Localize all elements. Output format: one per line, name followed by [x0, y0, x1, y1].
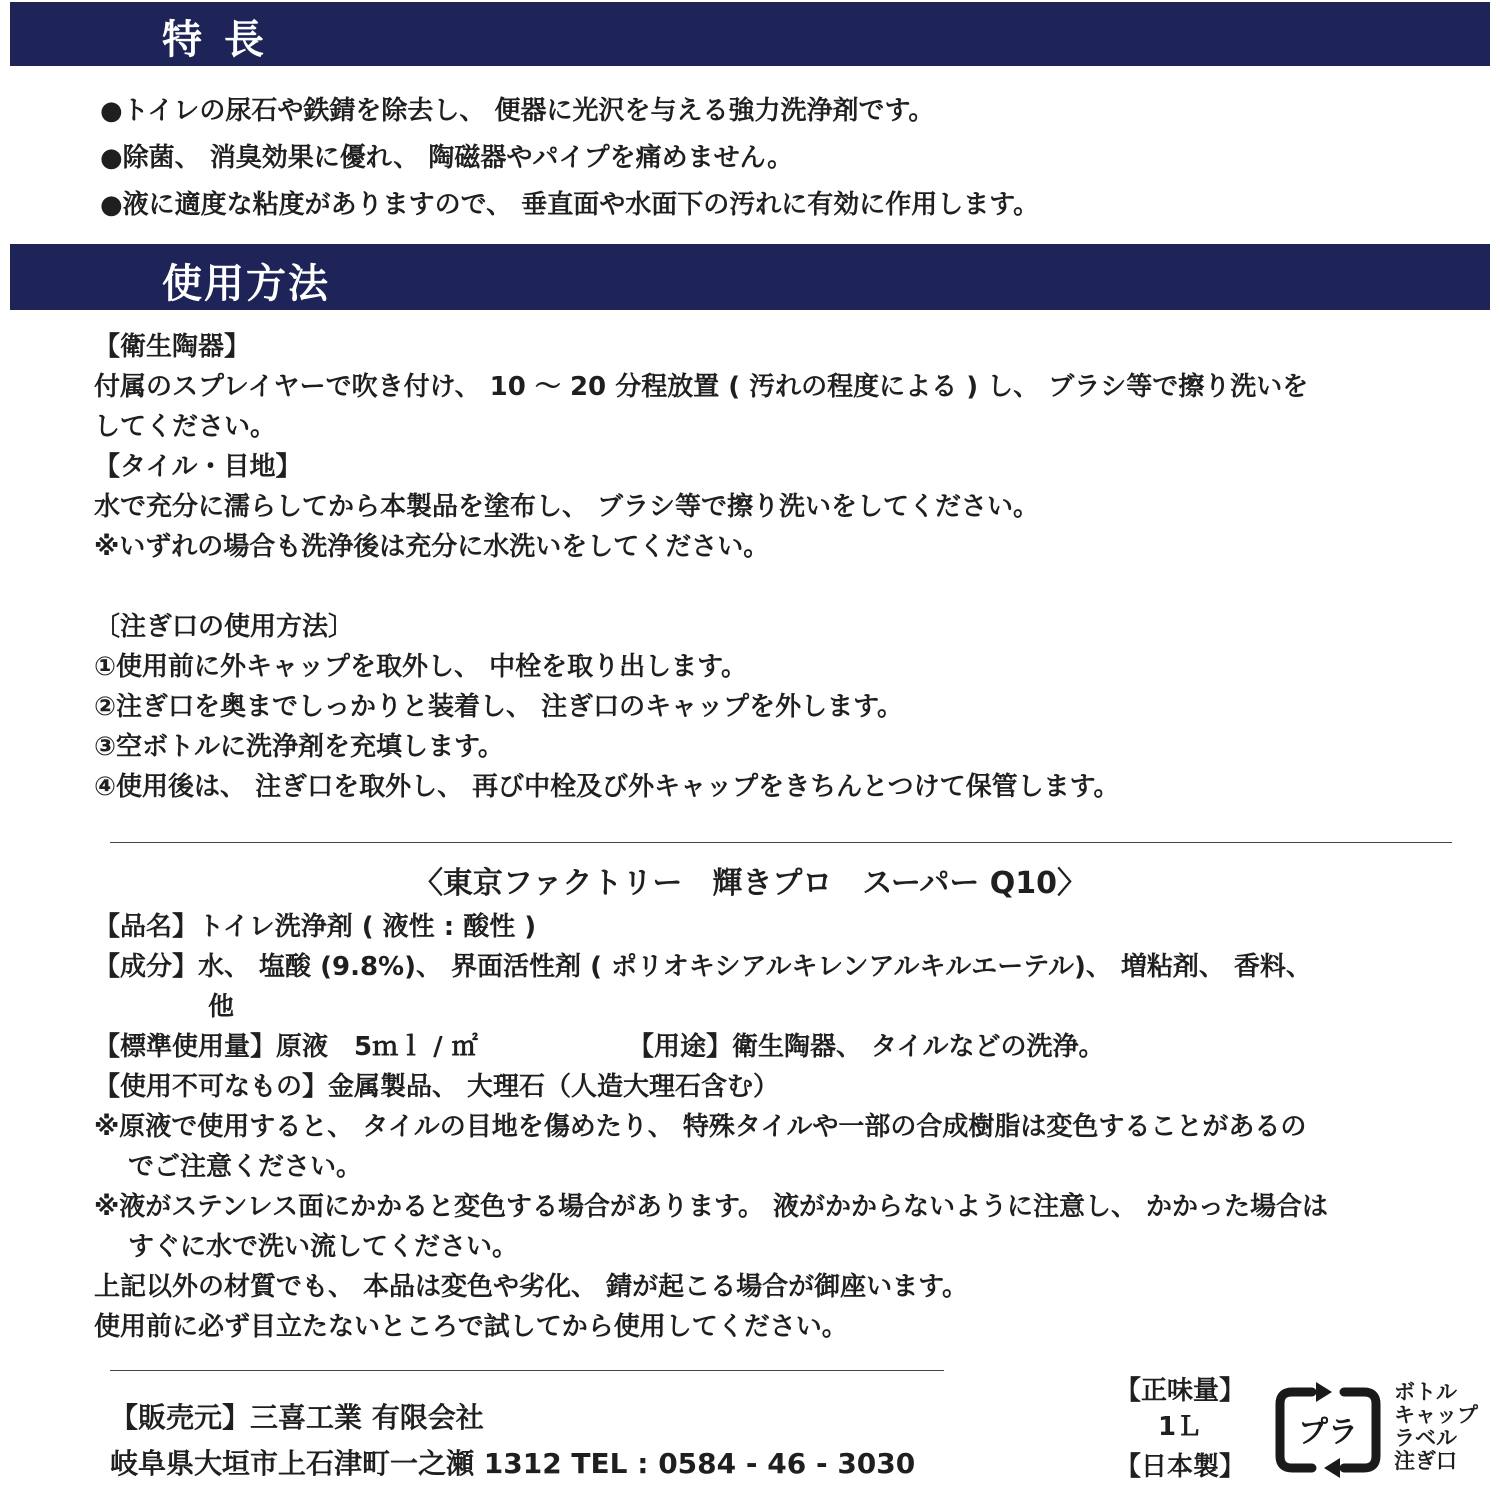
feature-item: ●除菌、 消臭効果に優れ、 陶磁器やパイプを痛めません。: [100, 143, 794, 173]
standard-usage: 【標準使用量】原液 5ｍｌ / ㎡: [94, 1032, 478, 1062]
spout-step: ③空ボトルに洗浄剤を充填します。: [94, 732, 504, 762]
product-purpose: 【用途】衛生陶器、 タイルなどの洗浄。: [628, 1032, 1105, 1062]
feature-item: ●トイレの尿石や鉄錆を除去し、 便器に光沢を与える強力洗浄剤です。: [100, 96, 935, 126]
usage-header-band: [10, 244, 1490, 310]
net-quantity-label: 【正味量】: [1114, 1376, 1245, 1406]
recycle-item: ラベル: [1394, 1426, 1457, 1450]
sanitary-text-cont: してください。: [94, 412, 277, 442]
tile-text: 水で充分に濡らしてから本製品を塗布し、 ブラシ等で擦り洗いをしてください。: [94, 492, 1040, 522]
features-heading: 特長: [162, 17, 286, 63]
product-ingredients: 【成分】水、 塩酸 (9.8%)、 界面活性剤 ( ポリオキシアルキレンアルキルエーテル)、 増粘剤、 香料、: [94, 952, 1312, 982]
product-name: 【品名】トイレ洗浄剤 ( 液性 : 酸性 ): [94, 912, 537, 942]
feature-item: ●液に適度な粘度がありますので、 垂直面や水面下の汚れに有効に作用します。: [100, 190, 1040, 220]
tile-label: 【タイル・目地】: [94, 452, 302, 482]
sanitary-label: 【衛生陶器】: [94, 332, 251, 362]
sanitary-text: 付属のスプレイヤーで吹き付け、 10 ～ 20 分程放置 ( 汚れの程度による ) し、 ブラシ等で擦り洗いを: [94, 372, 1309, 402]
spout-label: 〔注ぎ口の使用方法〕: [94, 612, 355, 642]
divider: [110, 1370, 944, 1371]
caution-2-cont: すぐに水で洗い流してください。: [128, 1232, 519, 1262]
other-materials-note: 上記以外の材質でも、 本品は変色や劣化、 錆が起こる場合が御座います。: [94, 1272, 969, 1302]
product-ingredients-cont: 他: [208, 992, 235, 1022]
recycle-mark-text: プラ: [1298, 1415, 1358, 1450]
net-quantity-value: 1Ｌ: [1157, 1412, 1203, 1442]
made-in-japan: 【日本製】: [1114, 1452, 1245, 1482]
features-header-band: [10, 2, 1490, 66]
caution-1: ※原液で使用すると、 タイルの目地を傷めたり、 特殊タイルや一部の合成樹脂は変色することがあるの: [94, 1112, 1307, 1142]
spout-step: ①使用前に外キャップを取外し、 中栓を取り出します。: [94, 652, 747, 682]
spout-step: ④使用後は、 注ぎ口を取外し、 再び中栓及び外キャップをきちんとつけて保管します。: [94, 772, 1120, 802]
test-before-use-note: 使用前に必ず目立たないところで試してから使用してください。: [94, 1312, 848, 1342]
usage-heading: 使用方法: [162, 261, 330, 307]
wash-note: ※いずれの場合も洗浄後は充分に水洗いをしてください。: [94, 532, 770, 562]
recycle-item: キャップ: [1394, 1403, 1478, 1427]
caution-2: ※液がステンレス面にかかると変色する場合があります。 液がかからないように注意し、 かかった場合は: [94, 1192, 1329, 1222]
seller: 【販売元】三喜工業 有限会社: [110, 1401, 484, 1434]
recycle-item: ボトル: [1394, 1380, 1457, 1404]
plastic-recycle-icon: [1272, 1378, 1384, 1482]
unusable-materials: 【使用不可なもの】金属製品、 大理石（人造大理石含む）: [94, 1072, 780, 1102]
spout-step: ②注ぎ口を奥までしっかりと装着し、 注ぎ口のキャップを外します。: [94, 692, 903, 722]
product-title: 〈東京ファクトリー 輝きプロ スーパー Q10〉: [412, 866, 1088, 901]
recycle-item: 注ぎ口: [1394, 1449, 1457, 1473]
caution-1-cont: でご注意ください。: [128, 1152, 363, 1182]
divider: [110, 842, 1452, 843]
seller-address: 岐阜県大垣市上石津町一之瀬 1312 TEL : 0584 - 46 - 3030: [110, 1447, 916, 1480]
